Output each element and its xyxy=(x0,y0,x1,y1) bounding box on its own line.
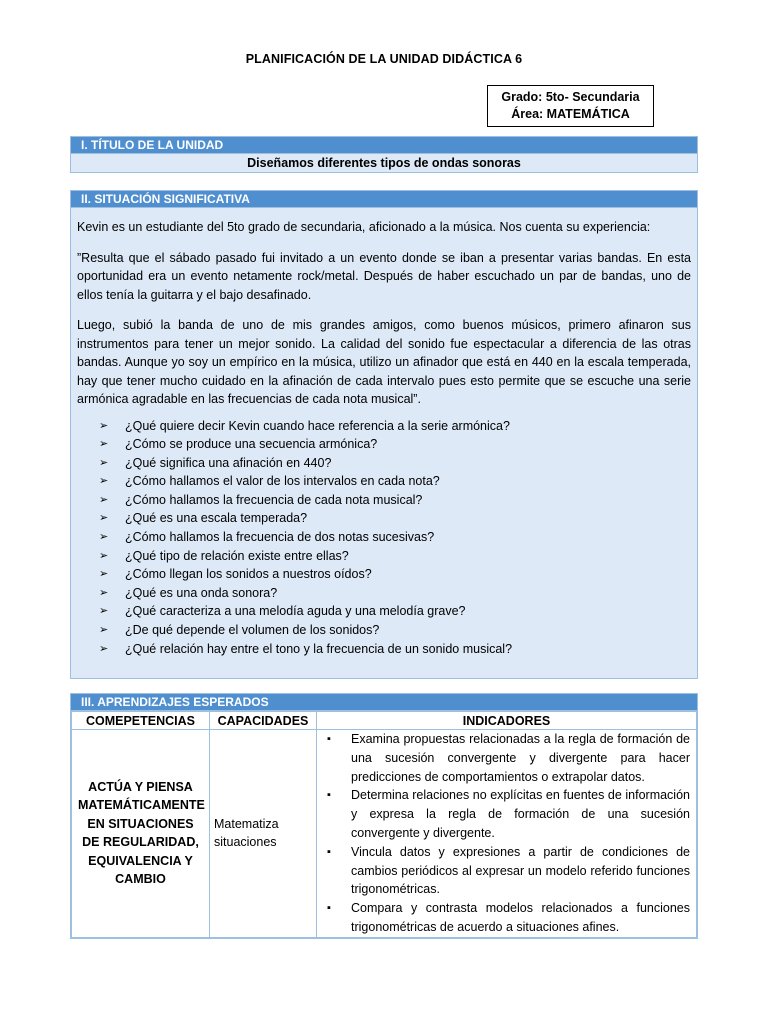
table-row xyxy=(72,730,697,938)
list-item xyxy=(327,899,690,937)
list-item xyxy=(327,843,690,899)
question-text: ¿Cómo hallamos la frecuencia de dos notas sucesivas? xyxy=(125,530,435,545)
question-text: ¿Qué relación hay entre el tono y la frecuencia de un sonido musical? xyxy=(125,641,513,656)
indicator-text: Compara y contrasta modelos relacionados a funciones trigonométricas de acuerdo a situaciones afines. xyxy=(351,901,690,934)
arrow-bullet-icon: ➢ xyxy=(99,624,109,637)
square-bullet-icon: ▪ xyxy=(327,845,331,858)
grade-area-box xyxy=(487,85,654,127)
arrow-bullet-icon: ➢ xyxy=(99,438,109,451)
column-header: COMEPETENCIAS xyxy=(72,712,210,730)
question-text: ¿Qué significa una afinación en 440? xyxy=(125,455,332,470)
list-item xyxy=(99,491,691,510)
grade-label: Grado: 5to- Secundaria xyxy=(501,90,640,104)
indicators-list xyxy=(321,730,690,937)
arrow-bullet-icon: ➢ xyxy=(99,512,109,525)
question-text: ¿Cómo llegan los sonidos a nuestros oídos? xyxy=(125,567,372,582)
question-text: ¿Qué es una escala temperada? xyxy=(125,511,308,526)
arrow-bullet-icon: ➢ xyxy=(99,586,109,599)
question-text: ¿Cómo hallamos el valor de los intervalos en cada nota? xyxy=(125,474,440,489)
arrow-bullet-icon: ➢ xyxy=(99,456,109,469)
question-text: ¿Cómo se produce una secuencia armónica? xyxy=(125,437,378,452)
page-title: PLANIFICACIÓN DE LA UNIDAD DIDÁCTICA 6 xyxy=(245,52,523,66)
list-item xyxy=(99,640,691,659)
section-expected-learning xyxy=(70,693,698,939)
column-header: INDICADORES xyxy=(317,712,697,730)
indicadores-cell xyxy=(317,730,697,938)
square-bullet-icon: ▪ xyxy=(327,789,331,802)
arrow-bullet-icon: ➢ xyxy=(99,531,109,544)
section-unit-title xyxy=(70,136,698,173)
list-item xyxy=(99,584,691,603)
list-item xyxy=(327,730,690,786)
list-item xyxy=(99,435,691,454)
list-item xyxy=(327,786,690,842)
list-item xyxy=(99,454,691,473)
square-bullet-icon: ▪ xyxy=(327,902,331,915)
competencia-cell: ACTÚA Y PIENSA MATEMÁTICAMENTE EN SITUACIONES DE REGULARIDAD, EQUIVALENCIA Y CAMBIO xyxy=(72,730,210,938)
list-item xyxy=(99,547,691,566)
paragraph: Luego, subió la banda de uno de mis grandes amigos, como buenos músicos, primero afinaron sus instrumentos para tener un mejor sonido. La calidad del sonido fue espectacular a diferencia de las otras bandas. Aunque yo soy un empírico en la música, utilizo un afinador que está en 440 en la escala temperada, hay que tener mucho cuidado en la afinación de cada intervalo pues esto permite que se escuche una serie armónica agradable en las frecuencias de cada nota musical”. xyxy=(77,318,691,406)
list-item xyxy=(99,417,691,436)
question-text: ¿Qué quiere decir Kevin cuando hace referencia a la serie armónica? xyxy=(125,418,510,433)
unit-title-text: Diseñamos diferentes tipos de ondas sonoras xyxy=(71,154,697,172)
square-bullet-icon: ▪ xyxy=(327,733,331,745)
indicator-text: Determina relaciones no explícitas en fuentes de información y expresa la regla de formación de una sucesión convergente y divergente. xyxy=(351,788,690,840)
list-item xyxy=(99,472,691,491)
questions-list xyxy=(77,417,691,659)
question-text: ¿Qué es una onda sonora? xyxy=(125,585,278,600)
section-significant-situation xyxy=(70,190,698,679)
learning-table xyxy=(71,711,697,938)
area-label: Área: MATEMÁTICA xyxy=(511,107,630,121)
list-item xyxy=(99,602,691,621)
question-text: ¿Qué tipo de relación existe entre ellas? xyxy=(125,548,349,563)
indicator-text: Examina propuestas relacionadas a la regla de formación de una sucesión convergente y divergente para hacer predicciones de comportamientos o extrapolar datos. xyxy=(351,732,690,784)
list-item xyxy=(99,528,691,547)
question-text: ¿De qué depende el volumen de los sonidos? xyxy=(125,623,380,638)
arrow-bullet-icon: ➢ xyxy=(99,549,109,562)
paragraph: ”Resulta que el sábado pasado fui invitado a un evento donde se iban a presentar varias bandas. En esta oportunidad era un evento netamente rock/metal. Después de haber escuchado un par de bandas, uno de ellos tenía la guitarra y el bajo desafinado. xyxy=(77,250,691,302)
list-item xyxy=(99,565,691,584)
arrow-bullet-icon: ➢ xyxy=(99,642,109,655)
paragraph: Kevin es un estudiante del 5to grado de secundaria, aficionado a la música. Nos cuenta su experiencia: xyxy=(77,220,651,234)
capacidad-cell: Matematiza situaciones xyxy=(210,730,317,938)
arrow-bullet-icon: ➢ xyxy=(99,419,109,432)
section-header: I. TÍTULO DE LA UNIDAD xyxy=(71,137,697,154)
question-text: ¿Qué caracteriza a una melodía aguda y una melodía grave? xyxy=(125,604,466,619)
question-text: ¿Cómo hallamos la frecuencia de cada nota musical? xyxy=(125,492,423,507)
column-header: CAPACIDADES xyxy=(210,712,317,730)
arrow-bullet-icon: ➢ xyxy=(99,605,109,618)
list-item xyxy=(99,621,691,640)
arrow-bullet-icon: ➢ xyxy=(99,493,109,506)
section-header: II. SITUACIÓN SIGNIFICATIVA xyxy=(71,191,697,208)
arrow-bullet-icon: ➢ xyxy=(99,475,109,488)
table-header-row xyxy=(72,712,697,730)
section-header: III. APRENDIZAJES ESPERADOS xyxy=(71,694,697,711)
list-item xyxy=(99,509,691,528)
indicator-text: Vincula datos y expresiones a partir de condiciones de cambios periódicos al expresar un modelo referido funciones trigonométricas. xyxy=(351,844,690,897)
arrow-bullet-icon: ➢ xyxy=(99,568,109,581)
